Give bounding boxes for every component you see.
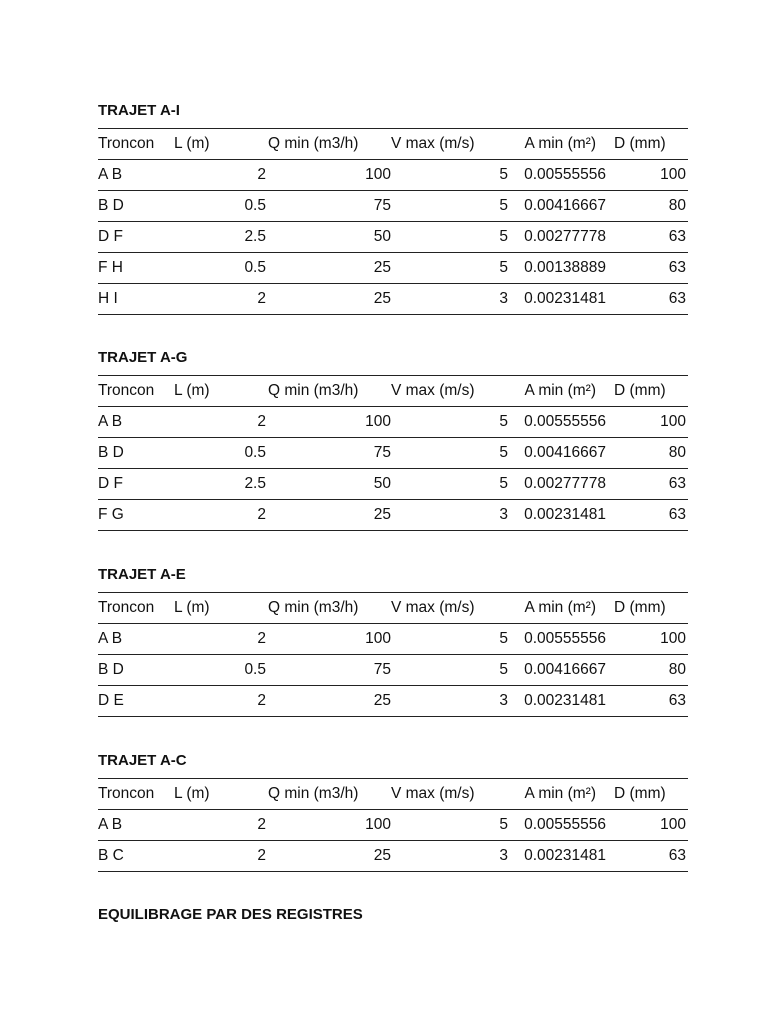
cell-v-max: 5 (391, 160, 508, 191)
column-header-diameter: D (mm) (608, 593, 688, 624)
cell-length: 2 (168, 841, 266, 872)
column-header-v-max: V max (m/s) (391, 129, 508, 160)
column-header-a-min: A min (m²) (508, 376, 608, 407)
cell-a-min: 0.00277778 (508, 469, 608, 500)
column-header-length: L (m) (168, 376, 266, 407)
cell-length: 2.5 (168, 222, 266, 253)
column-header-length: L (m) (168, 593, 266, 624)
cell-a-min: 0.00555556 (508, 624, 608, 655)
cell-diameter: 100 (608, 624, 688, 655)
column-header-q-min: Q min (m3/h) (266, 779, 391, 810)
column-header-v-max: V max (m/s) (391, 779, 508, 810)
cell-q-min: 25 (266, 841, 391, 872)
cell-length: 2 (168, 624, 266, 655)
table-row (98, 253, 688, 284)
cell-a-min: 0.00416667 (508, 191, 608, 222)
table-row (98, 810, 688, 841)
cell-v-max: 5 (391, 222, 508, 253)
cell-q-min: 100 (266, 160, 391, 191)
section-trajet-a-i (98, 102, 686, 315)
cell-v-max: 3 (391, 686, 508, 717)
table-row (98, 438, 688, 469)
column-header-diameter: D (mm) (608, 779, 688, 810)
cell-troncon: A B (98, 624, 168, 655)
cell-v-max: 3 (391, 284, 508, 315)
column-header-length: L (m) (168, 129, 266, 160)
cell-q-min: 25 (266, 500, 391, 531)
cell-troncon: B D (98, 191, 168, 222)
cell-v-max: 5 (391, 655, 508, 686)
data-table (98, 592, 688, 717)
cell-q-min: 50 (266, 222, 391, 253)
cell-troncon: A B (98, 407, 168, 438)
cell-diameter: 100 (608, 810, 688, 841)
header-row (98, 593, 688, 624)
header-row (98, 779, 688, 810)
table-row (98, 284, 688, 315)
cell-diameter: 63 (608, 500, 688, 531)
table-row (98, 469, 688, 500)
cell-troncon: B D (98, 655, 168, 686)
header-row (98, 129, 688, 160)
cell-q-min: 75 (266, 438, 391, 469)
cell-a-min: 0.00138889 (508, 253, 608, 284)
table-row (98, 222, 688, 253)
column-header-troncon: Troncon (98, 779, 168, 810)
cell-q-min: 25 (266, 686, 391, 717)
cell-diameter: 63 (608, 686, 688, 717)
cell-troncon: A B (98, 810, 168, 841)
column-header-a-min: A min (m²) (508, 129, 608, 160)
cell-v-max: 3 (391, 841, 508, 872)
cell-diameter: 63 (608, 284, 688, 315)
table-row (98, 407, 688, 438)
section-heading-equilibrage: EQUILIBRAGE PAR DES REGISTRES (98, 906, 363, 923)
header-row (98, 376, 688, 407)
table-row (98, 500, 688, 531)
cell-a-min: 0.00231481 (508, 500, 608, 531)
column-header-a-min: A min (m²) (508, 593, 608, 624)
section-title: TRAJET A-E (98, 566, 186, 583)
cell-troncon: D F (98, 469, 168, 500)
cell-a-min: 0.00277778 (508, 222, 608, 253)
cell-a-min: 0.00231481 (508, 686, 608, 717)
data-table (98, 778, 688, 872)
column-header-v-max: V max (m/s) (391, 593, 508, 624)
section-title: TRAJET A-G (98, 349, 188, 366)
cell-length: 2.5 (168, 469, 266, 500)
data-table (98, 128, 688, 315)
column-header-q-min: Q min (m3/h) (266, 376, 391, 407)
cell-troncon: H I (98, 284, 168, 315)
cell-q-min: 25 (266, 253, 391, 284)
data-table (98, 375, 688, 531)
cell-length: 0.5 (168, 253, 266, 284)
cell-troncon: F G (98, 500, 168, 531)
cell-length: 2 (168, 500, 266, 531)
column-header-troncon: Troncon (98, 593, 168, 624)
table-row (98, 655, 688, 686)
column-header-troncon: Troncon (98, 376, 168, 407)
cell-diameter: 63 (608, 222, 688, 253)
cell-v-max: 5 (391, 624, 508, 655)
cell-troncon: D F (98, 222, 168, 253)
cell-diameter: 100 (608, 160, 688, 191)
column-header-diameter: D (mm) (608, 376, 688, 407)
column-header-length: L (m) (168, 779, 266, 810)
section-trajet-a-g (98, 349, 686, 531)
cell-length: 0.5 (168, 191, 266, 222)
cell-troncon: D E (98, 686, 168, 717)
column-header-troncon: Troncon (98, 129, 168, 160)
table-row (98, 841, 688, 872)
cell-q-min: 50 (266, 469, 391, 500)
cell-a-min: 0.00416667 (508, 655, 608, 686)
cell-v-max: 5 (391, 469, 508, 500)
cell-diameter: 80 (608, 655, 688, 686)
column-header-v-max: V max (m/s) (391, 376, 508, 407)
cell-v-max: 5 (391, 810, 508, 841)
cell-v-max: 5 (391, 407, 508, 438)
cell-v-max: 5 (391, 438, 508, 469)
cell-v-max: 5 (391, 253, 508, 284)
table-row (98, 191, 688, 222)
cell-a-min: 0.00416667 (508, 438, 608, 469)
cell-q-min: 100 (266, 407, 391, 438)
section-title: TRAJET A-I (98, 102, 180, 119)
cell-q-min: 100 (266, 624, 391, 655)
cell-a-min: 0.00555556 (508, 810, 608, 841)
column-header-q-min: Q min (m3/h) (266, 593, 391, 624)
cell-a-min: 0.00231481 (508, 284, 608, 315)
cell-length: 2 (168, 686, 266, 717)
section-trajet-a-e (98, 566, 686, 717)
column-header-a-min: A min (m²) (508, 779, 608, 810)
cell-a-min: 0.00231481 (508, 841, 608, 872)
cell-length: 2 (168, 810, 266, 841)
cell-length: 0.5 (168, 655, 266, 686)
cell-diameter: 100 (608, 407, 688, 438)
cell-length: 2 (168, 284, 266, 315)
table-row (98, 160, 688, 191)
cell-q-min: 25 (266, 284, 391, 315)
cell-q-min: 75 (266, 655, 391, 686)
cell-q-min: 100 (266, 810, 391, 841)
cell-v-max: 5 (391, 191, 508, 222)
cell-troncon: A B (98, 160, 168, 191)
cell-diameter: 63 (608, 253, 688, 284)
cell-diameter: 63 (608, 469, 688, 500)
cell-a-min: 0.00555556 (508, 160, 608, 191)
cell-troncon: B D (98, 438, 168, 469)
cell-troncon: F H (98, 253, 168, 284)
cell-diameter: 80 (608, 191, 688, 222)
cell-length: 2 (168, 160, 266, 191)
cell-v-max: 3 (391, 500, 508, 531)
cell-a-min: 0.00555556 (508, 407, 608, 438)
cell-diameter: 80 (608, 438, 688, 469)
cell-length: 0.5 (168, 438, 266, 469)
column-header-diameter: D (mm) (608, 129, 688, 160)
table-row (98, 624, 688, 655)
section-title: TRAJET A-C (98, 752, 187, 769)
cell-diameter: 63 (608, 841, 688, 872)
section-trajet-a-c (98, 752, 686, 872)
column-header-q-min: Q min (m3/h) (266, 129, 391, 160)
cell-troncon: B C (98, 841, 168, 872)
table-row (98, 686, 688, 717)
cell-q-min: 75 (266, 191, 391, 222)
cell-length: 2 (168, 407, 266, 438)
